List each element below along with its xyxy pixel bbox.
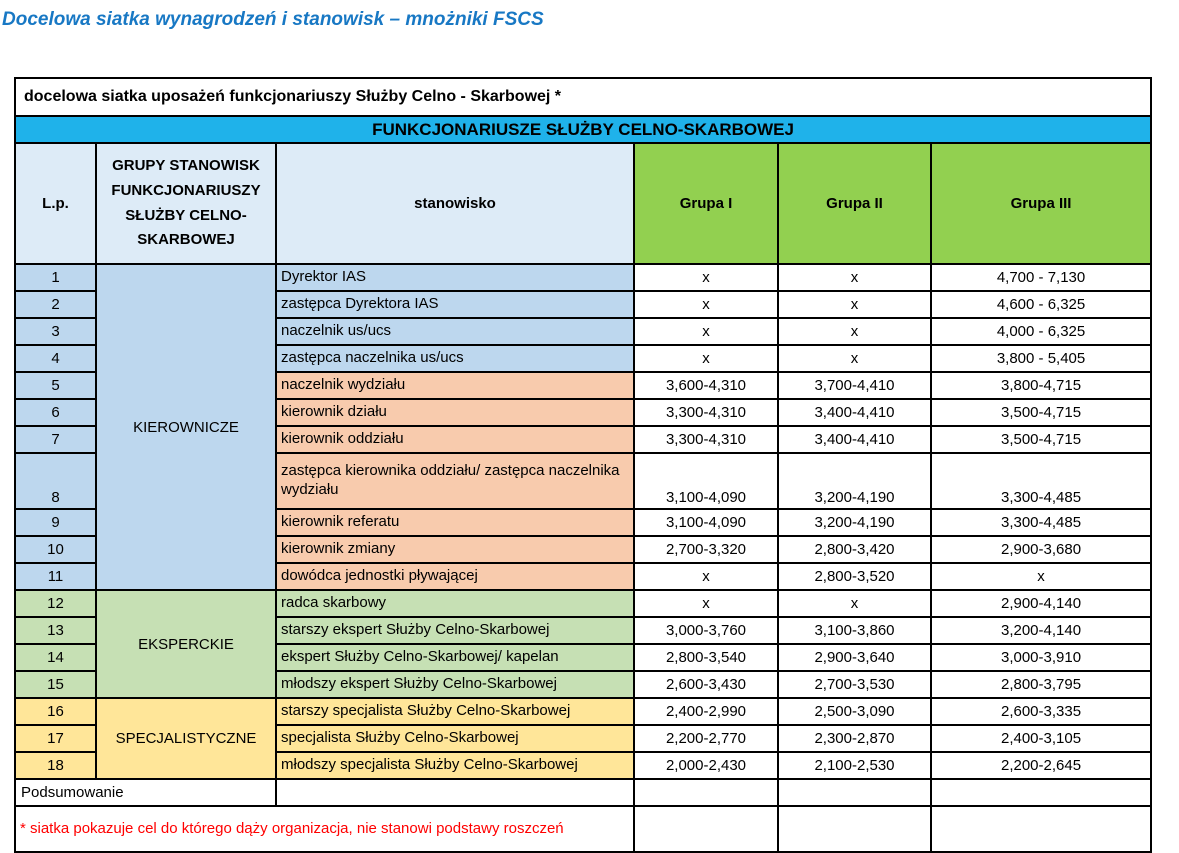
lp-cell: 18 [15, 752, 96, 779]
position-cell: naczelnik wydziału [276, 372, 634, 399]
grupa3-cell: 2,900-3,680 [931, 536, 1151, 563]
grupa1-cell: x [634, 318, 778, 345]
grupa3-cell: 2,600-3,335 [931, 698, 1151, 725]
grupa3-cell: 2,200-2,645 [931, 752, 1151, 779]
grupa1-cell: 3,300-4,310 [634, 399, 778, 426]
summary-row [15, 779, 1151, 806]
grupa2-cell: 2,300-2,870 [778, 725, 931, 752]
grupa2-cell: 2,800-3,520 [778, 563, 931, 590]
grupa1-cell: x [634, 291, 778, 318]
position-cell: kierownik działu [276, 399, 634, 426]
position-cell: Dyrektor IAS [276, 264, 634, 291]
grupa2-cell: 2,500-3,090 [778, 698, 931, 725]
grupa2-cell: x [778, 264, 931, 291]
position-cell: kierownik oddziału [276, 426, 634, 453]
position-cell: dowódca jednostki pływającej [276, 563, 634, 590]
table-row [15, 698, 1151, 725]
col-header-grupa-1: Grupa I [634, 143, 778, 264]
footnote-row [15, 806, 1151, 852]
grupa1-cell: 3,100-4,090 [634, 509, 778, 536]
grupa2-cell: 3,200-4,190 [778, 453, 931, 509]
grupa1-cell: x [634, 563, 778, 590]
grupa3-cell: 3,500-4,715 [931, 399, 1151, 426]
col-header-lp: L.p. [15, 143, 96, 264]
grupa2-cell: 2,700-3,530 [778, 671, 931, 698]
grupa2-cell: 3,400-4,410 [778, 426, 931, 453]
position-cell: naczelnik us/ucs [276, 318, 634, 345]
grupa3-cell: 3,000-3,910 [931, 644, 1151, 671]
grupa2-cell: x [778, 590, 931, 617]
grupa1-cell: x [634, 264, 778, 291]
lp-cell: 11 [15, 563, 96, 590]
summary-label: Podsumowanie [15, 779, 276, 806]
col-header-position: stanowisko [276, 143, 634, 264]
position-cell: zastępca naczelnika us/ucs [276, 345, 634, 372]
group-cell-kierownicze: KIEROWNICZE [96, 264, 276, 590]
position-cell: ekspert Służby Celno-Skarbowej/ kapelan [276, 644, 634, 671]
grupa3-cell: 3,300-4,485 [931, 509, 1151, 536]
grupa1-cell: 3,000-3,760 [634, 617, 778, 644]
group-cell-eksperckie: EKSPERCKIE [96, 590, 276, 698]
grupa3-cell: 2,800-3,795 [931, 671, 1151, 698]
lp-cell: 14 [15, 644, 96, 671]
grupa1-cell: x [634, 590, 778, 617]
grupa3-cell: 2,900-4,140 [931, 590, 1151, 617]
grupa2-cell: 3,100-3,860 [778, 617, 931, 644]
grupa3-cell: 4,700 - 7,130 [931, 264, 1151, 291]
empty-position-cell [276, 779, 634, 806]
table-band-title: FUNKCJONARIUSZE SŁUŻBY CELNO-SKARBOWEJ [15, 116, 1151, 143]
lp-cell: 12 [15, 590, 96, 617]
salary-grid-table [14, 77, 1152, 853]
grupa2-cell: 3,200-4,190 [778, 509, 931, 536]
grupa1-cell: 2,200-2,770 [634, 725, 778, 752]
lp-cell: 15 [15, 671, 96, 698]
position-cell: starszy specjalista Służby Celno-Skarbowej [276, 698, 634, 725]
lp-cell: 13 [15, 617, 96, 644]
table-title: docelowa siatka uposażeń funkcjonariuszy Służby Celno - Skarbowej * [15, 78, 1151, 116]
grupa3-cell: 3,300-4,485 [931, 453, 1151, 509]
grupa1-cell: 3,300-4,310 [634, 426, 778, 453]
empty-grid-cell [634, 806, 778, 852]
footnote-text: * siatka pokazuje cel do którego dąży organizacja, nie stanowi podstawy roszczeń [15, 806, 634, 852]
grupa3-cell: 3,500-4,715 [931, 426, 1151, 453]
grupa3-cell: 4,000 - 6,325 [931, 318, 1151, 345]
col-header-group: GRUPY STANOWISK FUNKCJONARIUSZY SŁUŻBY CELNO-SKARBOWEJ [96, 143, 276, 264]
grupa2-cell: x [778, 345, 931, 372]
lp-cell: 17 [15, 725, 96, 752]
position-cell: starszy ekspert Służby Celno-Skarbowej [276, 617, 634, 644]
grupa3-cell: x [931, 563, 1151, 590]
lp-cell: 6 [15, 399, 96, 426]
grupa1-cell: 2,000-2,430 [634, 752, 778, 779]
grupa3-cell: 4,600 - 6,325 [931, 291, 1151, 318]
grupa2-cell: 3,400-4,410 [778, 399, 931, 426]
lp-cell: 9 [15, 509, 96, 536]
position-cell: radca skarbowy [276, 590, 634, 617]
lp-cell: 8 [15, 453, 96, 509]
grupa1-cell: 2,700-3,320 [634, 536, 778, 563]
table-row [15, 590, 1151, 617]
table-title-row [15, 78, 1151, 116]
position-cell: kierownik zmiany [276, 536, 634, 563]
grupa1-cell: 2,600-3,430 [634, 671, 778, 698]
grupa1-cell: x [634, 345, 778, 372]
table-band-row [15, 116, 1151, 143]
lp-cell: 16 [15, 698, 96, 725]
grupa1-cell: 2,400-2,990 [634, 698, 778, 725]
grupa3-cell: 2,400-3,105 [931, 725, 1151, 752]
lp-cell: 2 [15, 291, 96, 318]
col-header-grupa-3: Grupa III [931, 143, 1151, 264]
column-header-row [15, 143, 1151, 264]
grupa1-cell: 3,100-4,090 [634, 453, 778, 509]
grupa2-cell: 3,700-4,410 [778, 372, 931, 399]
lp-cell: 3 [15, 318, 96, 345]
empty-grid-cell [931, 806, 1151, 852]
lp-cell: 4 [15, 345, 96, 372]
lp-cell: 10 [15, 536, 96, 563]
empty-grid-cell [778, 806, 931, 852]
table-row [15, 264, 1151, 291]
grupa2-cell: x [778, 318, 931, 345]
position-cell: kierownik referatu [276, 509, 634, 536]
empty-grid-cell [778, 779, 931, 806]
position-cell: zastępca Dyrektora IAS [276, 291, 634, 318]
page-title: Docelowa siatka wynagrodzeń i stanowisk – mnożniki FSCS [2, 9, 544, 30]
position-cell: zastępca kierownika oddziału/ zastępca naczelnika wydziału [276, 453, 634, 509]
group-cell-specjalistyczne: SPECJALISTYCZNE [96, 698, 276, 779]
col-header-grupa-2: Grupa II [778, 143, 931, 264]
grupa3-cell: 3,800-4,715 [931, 372, 1151, 399]
position-cell: młodszy specjalista Służby Celno-Skarbowej [276, 752, 634, 779]
lp-cell: 7 [15, 426, 96, 453]
grupa1-cell: 2,800-3,540 [634, 644, 778, 671]
position-cell: młodszy ekspert Służby Celno-Skarbowej [276, 671, 634, 698]
lp-cell: 5 [15, 372, 96, 399]
grupa2-cell: 2,900-3,640 [778, 644, 931, 671]
grupa3-cell: 3,200-4,140 [931, 617, 1151, 644]
empty-grid-cell [931, 779, 1151, 806]
grupa2-cell: x [778, 291, 931, 318]
grupa3-cell: 3,800 - 5,405 [931, 345, 1151, 372]
grupa2-cell: 2,100-2,530 [778, 752, 931, 779]
position-cell: specjalista Służby Celno-Skarbowej [276, 725, 634, 752]
lp-cell: 1 [15, 264, 96, 291]
empty-grid-cell [634, 779, 778, 806]
grupa2-cell: 2,800-3,420 [778, 536, 931, 563]
grupa1-cell: 3,600-4,310 [634, 372, 778, 399]
